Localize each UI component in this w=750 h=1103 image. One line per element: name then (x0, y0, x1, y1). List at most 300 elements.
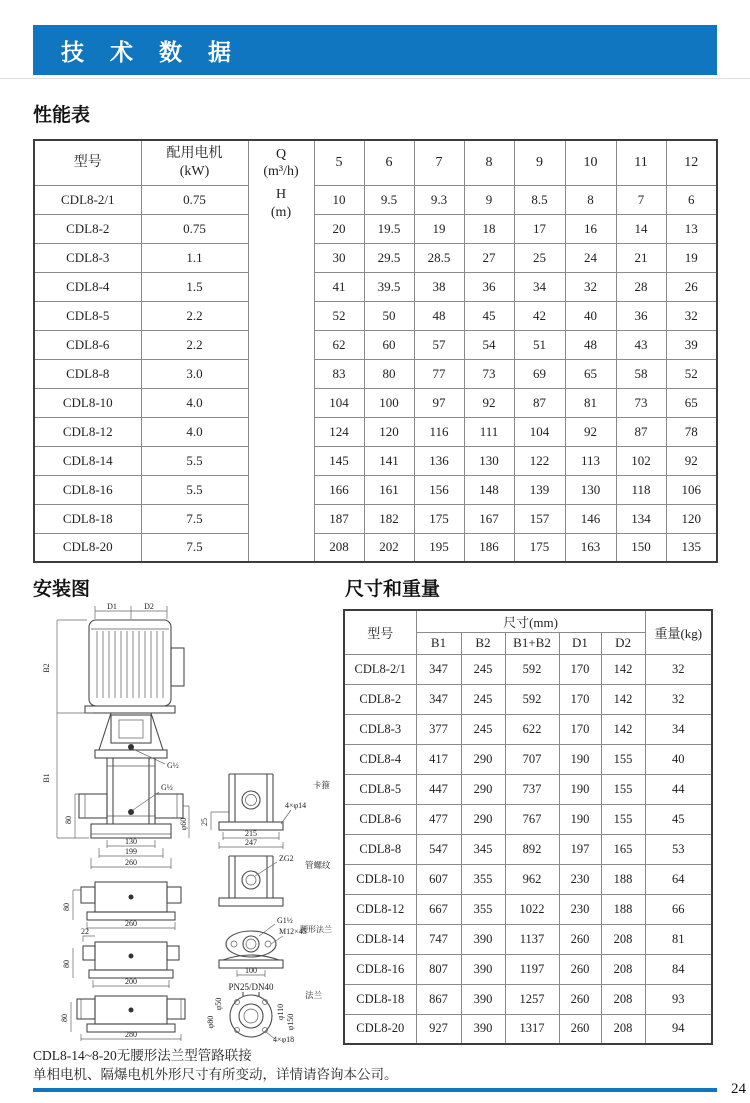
perf-row (34, 359, 717, 388)
perf-head-cell: 187 (314, 504, 364, 533)
dim-size-cell: 447 (416, 774, 461, 804)
dim-size-cell: 737 (505, 774, 559, 804)
dim-f-phi50: φ50 (214, 997, 223, 1011)
dim-size-cell: 347 (416, 654, 461, 684)
perf-head-cell: 104 (314, 388, 364, 417)
perf-row (34, 185, 717, 214)
dim-weight-cell: 81 (645, 924, 712, 954)
performance-table-title: 性能表 (33, 104, 91, 126)
dim-b1: B1 (42, 773, 51, 783)
perf-head-cell: 157 (514, 504, 565, 533)
perf-head-cell: 120 (666, 504, 717, 533)
dim-size-cell: 927 (416, 1014, 461, 1044)
flow-col-header: 7 (414, 140, 464, 185)
perf-power-cell: 4.0 (141, 417, 248, 446)
perf-head-cell: 48 (565, 330, 616, 359)
dim-model-cell: CDL8-8 (344, 834, 416, 864)
perf-head-cell: 28.5 (414, 243, 464, 272)
perf-model-cell: CDL8-8 (34, 359, 141, 388)
dim-size-cell: 245 (461, 714, 505, 744)
perf-head-cell: 166 (314, 475, 364, 504)
perf-header-row (34, 140, 717, 185)
dim-size-cell: 142 (601, 654, 645, 684)
perf-head-cell: 130 (565, 475, 616, 504)
perf-power-cell: 2.2 (141, 330, 248, 359)
perf-head-cell: 69 (514, 359, 565, 388)
perf-power-cell: 1.5 (141, 272, 248, 301)
perf-head-cell: 80 (364, 359, 414, 388)
perf-model-cell: CDL8-6 (34, 330, 141, 359)
perf-power-cell: 3.0 (141, 359, 248, 388)
perf-head-cell: 116 (414, 417, 464, 446)
dim-size-cell: 417 (416, 744, 461, 774)
installation-diagram-title: 安装图 (33, 578, 91, 600)
connection-label-clamp: 卡箍 (313, 780, 331, 790)
perf-head-cell: 19.5 (364, 214, 414, 243)
col-motor-label: 配用电机 (166, 146, 223, 162)
dim-row (344, 714, 712, 744)
perf-head-cell: 77 (414, 359, 464, 388)
perf-row (34, 446, 717, 475)
dim-size-cell: 190 (559, 804, 601, 834)
dim-size-cell: 155 (601, 744, 645, 774)
dim-col-size-group: 尺寸(mm) (416, 610, 645, 632)
flow-col-header: 6 (364, 140, 414, 185)
dim-col-model: 型号 (344, 610, 416, 654)
port-label-lower: G½ (161, 783, 173, 792)
page-title: 技 术 数 据 (61, 39, 241, 66)
perf-head-cell: 21 (616, 243, 666, 272)
flow-col-header: 11 (616, 140, 666, 185)
perf-head-cell: 106 (666, 475, 717, 504)
perf-model-cell: CDL8-10 (34, 388, 141, 417)
perf-head-cell: 54 (464, 330, 514, 359)
q-unit: (m³/h) (263, 163, 299, 179)
perf-model-cell: CDL8-20 (34, 533, 141, 562)
perf-power-cell: 2.2 (141, 301, 248, 330)
perf-head-cell: 175 (414, 504, 464, 533)
dim-weight-cell: 45 (645, 804, 712, 834)
page-number: 24 (731, 1081, 746, 1097)
dim-size-cell: 290 (461, 744, 505, 774)
perf-head-cell: 60 (364, 330, 414, 359)
dim-size-cell: 1317 (505, 1014, 559, 1044)
dim-size-cell: 892 (505, 834, 559, 864)
dim-row (344, 684, 712, 714)
dim-size-cell: 1137 (505, 924, 559, 954)
perf-head-cell: 19 (666, 243, 717, 272)
perf-head-cell: 43 (616, 330, 666, 359)
dim-o-100: 100 (245, 966, 257, 975)
footer-note-connection: CDL8-14~8-20无腰形法兰型管路联接 (33, 1048, 252, 1063)
perf-head-cell: 18 (464, 214, 514, 243)
h-unit: (m) (270, 204, 292, 220)
perf-row (34, 330, 717, 359)
dim-model-cell: CDL8-2/1 (344, 654, 416, 684)
perf-head-cell: 20 (314, 214, 364, 243)
dim-size-cell: 197 (559, 834, 601, 864)
perf-model-cell: CDL8-12 (34, 417, 141, 446)
perf-head-cell: 65 (565, 359, 616, 388)
perf-model-cell: CDL8-2 (34, 214, 141, 243)
dim-size-cell: 747 (416, 924, 461, 954)
dim-size-cell: 245 (461, 684, 505, 714)
perf-head-cell: 202 (364, 533, 414, 562)
perf-head-cell: 122 (514, 446, 565, 475)
dim-f-phi110: φ110 (276, 1003, 285, 1021)
dim-model-cell: CDL8-4 (344, 744, 416, 774)
dim-size-cell: 1197 (505, 954, 559, 984)
dim-d2: D2 (144, 602, 154, 611)
dim-size-cell: 622 (505, 714, 559, 744)
dim-row (344, 834, 712, 864)
dim-size-cell: 867 (416, 984, 461, 1014)
perf-head-cell: 52 (314, 301, 364, 330)
perf-head-cell: 118 (616, 475, 666, 504)
dim-f-pn: PN25/DN40 (228, 982, 274, 992)
dim-size-cell: 142 (601, 714, 645, 744)
perf-head-cell: 39.5 (364, 272, 414, 301)
perf-head-cell: 134 (616, 504, 666, 533)
perf-head-cell: 48 (414, 301, 464, 330)
dim-t-zg2: ZG2 (279, 854, 294, 863)
dim-size-cell: 230 (559, 894, 601, 924)
installation-diagram (33, 598, 338, 1043)
perf-head-cell: 28 (616, 272, 666, 301)
perf-power-cell: 4.0 (141, 388, 248, 417)
header-divider (0, 78, 750, 79)
perf-head-cell: 136 (414, 446, 464, 475)
perf-head-cell: 14 (616, 214, 666, 243)
dim-size-cell: 290 (461, 774, 505, 804)
perf-row (34, 475, 717, 504)
dim-size-cell: 260 (559, 984, 601, 1014)
dim-weight-cell: 93 (645, 984, 712, 1014)
dim-f-phi80: φ80 (206, 1015, 215, 1029)
perf-head-cell: 102 (616, 446, 666, 475)
perf-head-cell: 45 (464, 301, 514, 330)
perf-head-cell: 124 (314, 417, 364, 446)
perf-row (34, 533, 717, 562)
section-header-bar (33, 25, 717, 75)
perf-head-cell: 25 (514, 243, 565, 272)
dim-row (344, 894, 712, 924)
perf-head-cell: 175 (514, 533, 565, 562)
dim-size-cell: 165 (601, 834, 645, 864)
perf-row (34, 504, 717, 533)
dim-size-cell: 390 (461, 984, 505, 1014)
perf-head-cell: 100 (364, 388, 414, 417)
perf-head-cell: 26 (666, 272, 717, 301)
perf-head-cell: 38 (414, 272, 464, 301)
performance-table (33, 139, 718, 563)
perf-head-cell: 92 (565, 417, 616, 446)
dim-size-cell: 390 (461, 924, 505, 954)
perf-head-cell: 146 (565, 504, 616, 533)
dim-weight-cell: 66 (645, 894, 712, 924)
flow-col-header: 5 (314, 140, 364, 185)
perf-head-cell: 36 (464, 272, 514, 301)
connection-label-flange: 法兰 (305, 990, 323, 1000)
perf-head-cell: 16 (565, 214, 616, 243)
q-label: Q (275, 146, 287, 162)
perf-model-cell: CDL8-18 (34, 504, 141, 533)
perf-power-cell: 1.1 (141, 243, 248, 272)
col-motor (141, 140, 248, 185)
perf-head-cell: 92 (666, 446, 717, 475)
dim-weight-cell: 40 (645, 744, 712, 774)
perf-head-cell: 148 (464, 475, 514, 504)
dim-c-25: 25 (200, 818, 209, 826)
dim-row (344, 774, 712, 804)
dim-d1: D1 (107, 602, 117, 611)
dim-size-cell: 208 (601, 984, 645, 1014)
dim-model-cell: CDL8-6 (344, 804, 416, 834)
dim-80-main: 80 (64, 816, 73, 824)
dim-size-cell: 260 (559, 1014, 601, 1044)
perf-head-cell: 97 (414, 388, 464, 417)
dim-b2: B2 (42, 663, 51, 673)
flow-col-header: 8 (464, 140, 514, 185)
perf-head-cell: 87 (514, 388, 565, 417)
connection-label-oval-flange: 腰形法兰 (300, 925, 332, 934)
perf-head-cell: 195 (414, 533, 464, 562)
perf-head-cell: 139 (514, 475, 565, 504)
dim-v4-280: 280 (125, 1030, 137, 1039)
dim-model-cell: CDL8-18 (344, 984, 416, 1014)
dim-weight-cell: 64 (645, 864, 712, 894)
perf-head-cell: 120 (364, 417, 414, 446)
col-model (34, 140, 141, 185)
dim-size-cell: 190 (559, 744, 601, 774)
dim-weight-cell: 32 (645, 684, 712, 714)
col-model-label: 型号 (73, 155, 102, 170)
dim-size-cell: 208 (601, 954, 645, 984)
dim-size-cell: 347 (416, 684, 461, 714)
dim-size-cell: 767 (505, 804, 559, 834)
dim-model-cell: CDL8-20 (344, 1014, 416, 1044)
dim-c-247: 247 (245, 838, 257, 847)
dim-f-holes: 4×φ18 (273, 1035, 295, 1043)
dim-size-cell: 155 (601, 774, 645, 804)
head-symbol (249, 186, 314, 221)
perf-head-cell: 62 (314, 330, 364, 359)
flow-col-header: 12 (666, 140, 717, 185)
h-label: H (275, 187, 287, 202)
dim-weight-cell: 34 (645, 714, 712, 744)
dim-header-row-1 (344, 610, 712, 632)
dim-v2-80: 80 (62, 903, 71, 911)
perf-head-cell: 87 (616, 417, 666, 446)
perf-head-cell: 135 (666, 533, 717, 562)
perf-power-cell: 7.5 (141, 533, 248, 562)
dim-row (344, 954, 712, 984)
dim-f-phi150: φ150 (286, 1013, 295, 1031)
dim-col-weight: 重量(kg) (645, 610, 712, 654)
dim-weight-cell: 84 (645, 954, 712, 984)
perf-head-cell: 30 (314, 243, 364, 272)
perf-head-cell: 111 (464, 417, 514, 446)
perf-head-cell: 8 (565, 185, 616, 214)
dim-row (344, 654, 712, 684)
dim-size-cell: 190 (559, 774, 601, 804)
perf-head-cell: 78 (666, 417, 717, 446)
dim-v4-80: 80 (60, 1014, 69, 1022)
perf-row (34, 417, 717, 446)
perf-head-cell: 6 (666, 185, 717, 214)
perf-head-cell: 52 (666, 359, 717, 388)
dim-weight-cell: 32 (645, 654, 712, 684)
dim-weight-cell: 44 (645, 774, 712, 804)
dim-size-cell: 208 (601, 1014, 645, 1044)
dim-size-cell: 707 (505, 744, 559, 774)
perf-head-cell: 7 (616, 185, 666, 214)
perf-head-cell: 29.5 (364, 243, 414, 272)
perf-head-cell: 51 (514, 330, 565, 359)
dim-size-cell: 170 (559, 654, 601, 684)
perf-head-cell: 13 (666, 214, 717, 243)
dim-size-cell: 1022 (505, 894, 559, 924)
dim-size-cell: 155 (601, 804, 645, 834)
port-label-upper: G½ (167, 761, 179, 770)
perf-head-cell: 182 (364, 504, 414, 533)
flow-symbol (249, 141, 314, 186)
perf-power-cell: 5.5 (141, 446, 248, 475)
dim-size-cell: 607 (416, 864, 461, 894)
perf-head-cell: 17 (514, 214, 565, 243)
flow-col-header: 9 (514, 140, 565, 185)
perf-power-cell: 5.5 (141, 475, 248, 504)
flow-col-header: 10 (565, 140, 616, 185)
dim-size-col-header: B2 (461, 632, 505, 654)
dim-size-cell: 592 (505, 654, 559, 684)
perf-model-cell: CDL8-2/1 (34, 185, 141, 214)
dim-o-m12: M12×45 (279, 927, 307, 936)
dim-260-main: 260 (125, 858, 137, 867)
dim-size-cell: 170 (559, 684, 601, 714)
connection-label-thread: 管螺纹 (305, 860, 331, 870)
perf-head-cell: 163 (565, 533, 616, 562)
perf-head-cell: 34 (514, 272, 565, 301)
dim-o-g: G1½ (277, 916, 293, 925)
dim-weight-cell: 94 (645, 1014, 712, 1044)
perf-head-cell: 40 (565, 301, 616, 330)
perf-head-cell: 161 (364, 475, 414, 504)
footer-accent-rule (33, 1088, 717, 1092)
perf-head-cell: 32 (565, 272, 616, 301)
dim-v3-22: 22 (81, 927, 89, 936)
dim-130: 130 (125, 837, 137, 846)
dim-phi60: φ60 (179, 817, 188, 831)
perf-head-cell: 113 (565, 446, 616, 475)
dim-size-cell: 245 (461, 654, 505, 684)
dim-size-cell: 188 (601, 894, 645, 924)
perf-row (34, 388, 717, 417)
col-motor-unit: (kW) (179, 163, 210, 179)
dim-model-cell: CDL8-10 (344, 864, 416, 894)
perf-head-cell: 19 (414, 214, 464, 243)
perf-head-cell: 41 (314, 272, 364, 301)
perf-head-cell: 81 (565, 388, 616, 417)
perf-head-cell: 39 (666, 330, 717, 359)
dim-row (344, 744, 712, 774)
dim-row (344, 864, 712, 894)
dim-size-col-header: B1+B2 (505, 632, 559, 654)
dim-size-cell: 807 (416, 954, 461, 984)
dim-size-cell: 1257 (505, 984, 559, 1014)
dim-size-cell: 547 (416, 834, 461, 864)
perf-head-cell: 167 (464, 504, 514, 533)
perf-head-cell: 208 (314, 533, 364, 562)
perf-head-cell: 58 (616, 359, 666, 388)
perf-power-cell: 7.5 (141, 504, 248, 533)
perf-head-cell: 104 (514, 417, 565, 446)
perf-row (34, 214, 717, 243)
dim-size-col-header: D2 (601, 632, 645, 654)
dim-size-col-header: D1 (559, 632, 601, 654)
dim-row (344, 924, 712, 954)
perf-head-cell: 83 (314, 359, 364, 388)
perf-head-cell: 9.3 (414, 185, 464, 214)
perf-head-cell: 130 (464, 446, 514, 475)
dim-size-cell: 355 (461, 894, 505, 924)
dim-c-215: 215 (245, 829, 257, 838)
perf-head-cell: 36 (616, 301, 666, 330)
dim-size-cell: 345 (461, 834, 505, 864)
perf-head-cell: 145 (314, 446, 364, 475)
dim-size-cell: 962 (505, 864, 559, 894)
perf-model-cell: CDL8-5 (34, 301, 141, 330)
dim-row (344, 804, 712, 834)
perf-head-cell: 24 (565, 243, 616, 272)
dim-size-cell: 390 (461, 1014, 505, 1044)
perf-row (34, 301, 717, 330)
perf-head-cell: 50 (364, 301, 414, 330)
dim-v3-200: 200 (125, 977, 137, 986)
dim-model-cell: CDL8-14 (344, 924, 416, 954)
dimensions-table (343, 609, 713, 1045)
perf-head-cell: 65 (666, 388, 717, 417)
perf-model-cell: CDL8-3 (34, 243, 141, 272)
perf-head-cell: 186 (464, 533, 514, 562)
dim-row (344, 1014, 712, 1044)
dim-size-cell: 290 (461, 804, 505, 834)
dim-size-cell: 355 (461, 864, 505, 894)
dim-v3-80: 80 (62, 960, 71, 968)
perf-head-cell: 8.5 (514, 185, 565, 214)
perf-power-cell: 0.75 (141, 214, 248, 243)
dim-size-cell: 377 (416, 714, 461, 744)
dim-model-cell: CDL8-2 (344, 684, 416, 714)
perf-model-cell: CDL8-14 (34, 446, 141, 475)
dim-model-cell: CDL8-12 (344, 894, 416, 924)
dim-size-cell: 477 (416, 804, 461, 834)
dim-size-col-header: B1 (416, 632, 461, 654)
dim-size-cell: 208 (601, 924, 645, 954)
dim-size-cell: 230 (559, 864, 601, 894)
dim-size-cell: 260 (559, 954, 601, 984)
dim-c-holes: 4×φ14 (285, 801, 307, 810)
col-flow-head-merged (248, 140, 314, 562)
dim-199: 199 (125, 847, 137, 856)
dim-weight-cell: 53 (645, 834, 712, 864)
perf-model-cell: CDL8-4 (34, 272, 141, 301)
dim-v2-260: 260 (125, 919, 137, 928)
dim-size-cell: 390 (461, 954, 505, 984)
dim-model-cell: CDL8-16 (344, 954, 416, 984)
perf-head-cell: 57 (414, 330, 464, 359)
perf-head-cell: 150 (616, 533, 666, 562)
